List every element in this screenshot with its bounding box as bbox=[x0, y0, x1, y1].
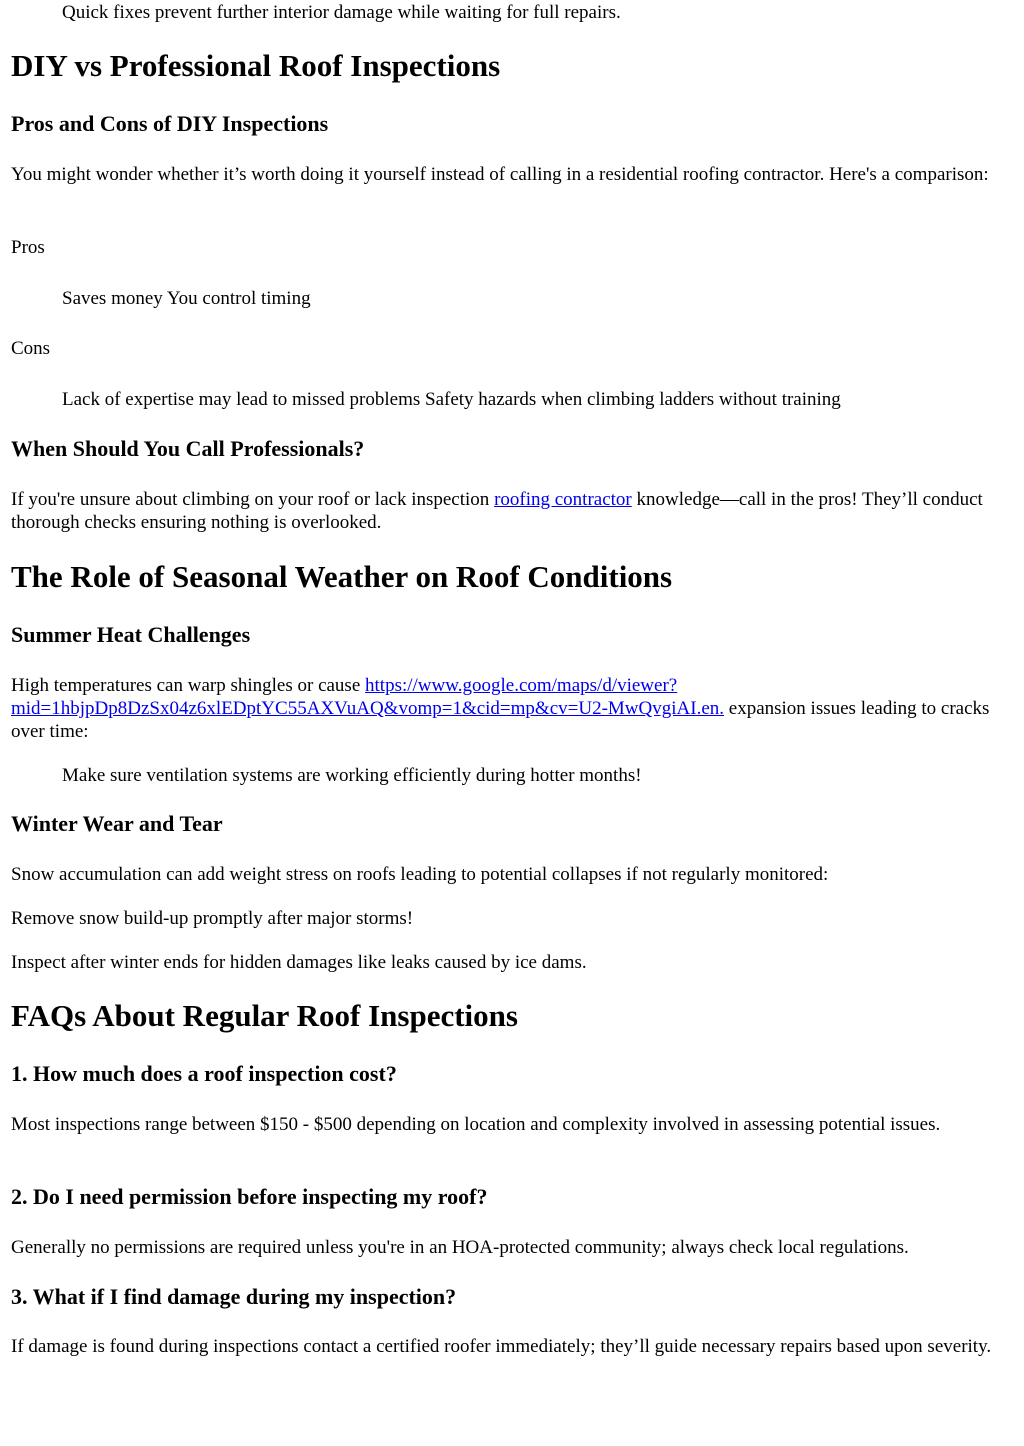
call-professionals-paragraph bbox=[11, 488, 1006, 534]
quick-fixes-text: Quick fixes prevent further interior damage while waiting for full repairs. bbox=[62, 2, 621, 23]
summer-heat-paragraph bbox=[11, 674, 1006, 743]
winter-wear-heading: Winter Wear and Tear bbox=[11, 811, 223, 836]
faq-answer-3: If damage is found during inspections contact a certified roofer immediately; they’ll guide necessary repairs based upon severity. bbox=[11, 1336, 992, 1357]
call-text-after: knowledge—call in the pros! They’ll conduct thorough checks ensuring nothing is overlooked. bbox=[11, 489, 983, 533]
faq-question-1: 1. How much does a roof inspection cost? bbox=[11, 1061, 397, 1086]
diy-intro-paragraph: You might wonder whether it’s worth doing it yourself instead of calling in a residential roofing contractor. Here's a comparison: bbox=[11, 164, 989, 185]
pros-label: Pros bbox=[11, 237, 45, 258]
faqs-heading: FAQs About Regular Roof Inspections bbox=[11, 998, 518, 1033]
faq-question-2: 2. Do I need permission before inspecting my roof? bbox=[11, 1184, 488, 1209]
remove-snow-tip: Remove snow build-up promptly after major storms! bbox=[11, 908, 414, 929]
pros-list: Saves money You control timing bbox=[62, 288, 311, 309]
seasonal-weather-heading: The Role of Seasonal Weather on Roof Conditions bbox=[11, 559, 673, 594]
roofing-contractor-link[interactable]: roofing contractor bbox=[494, 489, 632, 510]
cons-label: Cons bbox=[11, 338, 51, 359]
cons-list: Lack of expertise may lead to missed problems Safety hazards when climbing ladders without training bbox=[62, 389, 841, 410]
ventilation-tip: Make sure ventilation systems are working efficiently during hotter months! bbox=[62, 765, 642, 786]
call-text-before: If you're unsure about climbing on your roof or lack inspection bbox=[11, 489, 495, 510]
winter-wear-paragraph: Snow accumulation can add weight stress on roofs leading to potential collapses if not regularly monitored: bbox=[11, 864, 829, 885]
summer-text-after: expansion issues leading to cracks over time: bbox=[11, 698, 990, 742]
pros-cons-heading: Pros and Cons of DIY Inspections bbox=[11, 111, 329, 136]
faq-answer-1: Most inspections range between $150 - $500 depending on location and complexity involved in assessing potential issues. bbox=[11, 1114, 941, 1135]
faq-question-3: 3. What if I find damage during my inspection? bbox=[11, 1284, 457, 1309]
faq-answer-2: Generally no permissions are required unless you're in an HOA-protected community; always check local regulations. bbox=[11, 1237, 909, 1258]
summer-text-before: High temperatures can warp shingles or cause bbox=[11, 675, 366, 696]
summer-heat-heading: Summer Heat Challenges bbox=[11, 622, 251, 647]
call-professionals-heading: When Should You Call Professionals? bbox=[11, 436, 365, 461]
inspect-after-winter-tip: Inspect after winter ends for hidden damages like leaks caused by ice dams. bbox=[11, 952, 587, 973]
diy-vs-pro-heading: DIY vs Professional Roof Inspections bbox=[11, 48, 501, 83]
google-maps-link[interactable]: https://www.google.com/maps/d/viewer?mid=1hbjpDp8DzSx04z6xlEDptYC55AXVuAQ&vomp=1&cid=mp&cv=U2-MwQvgiAI.en. bbox=[11, 675, 725, 719]
